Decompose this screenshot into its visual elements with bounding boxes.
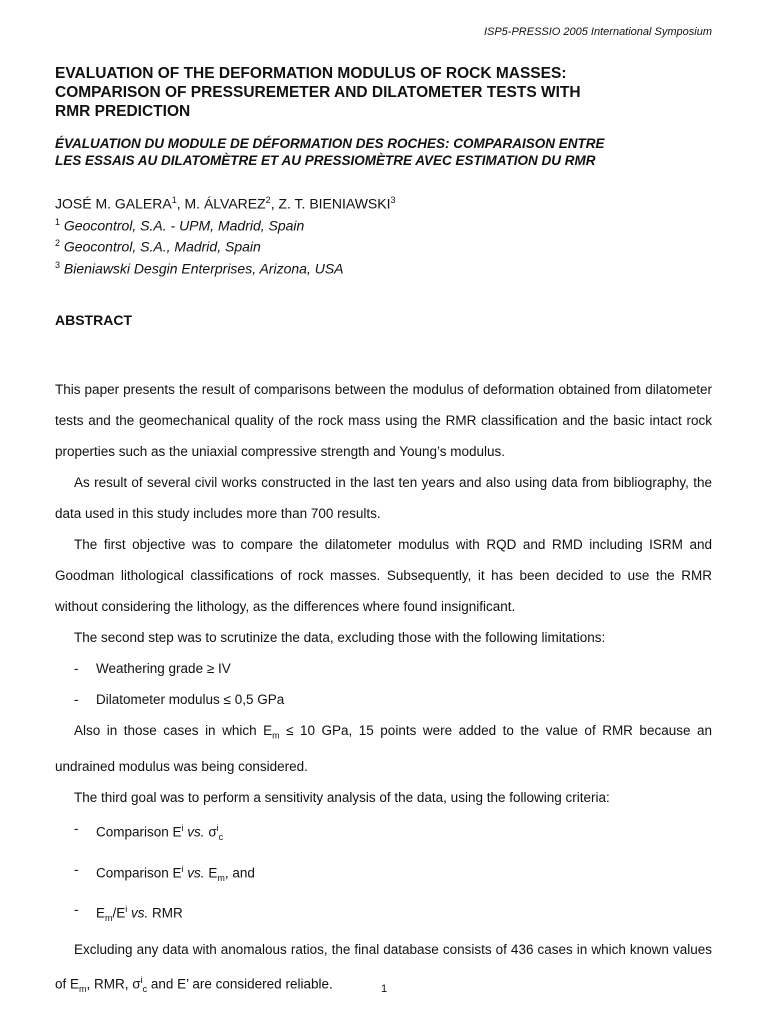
affiliation [55,213,712,235]
paragraph: Also in those cases in which $E_m \le 10$ GPa, 15 points were added to the value of RMR because an undrained modulus was being considered. [55,722,712,775]
list-item-text: Dilatometer modulus ≤ 0,5 GPa [96,691,285,707]
list-item-text: Comparison $E^i$ vs. $\sigma^i_c$ [96,823,224,843]
affiliation-text: Bieniawski Desgin Enterprises, Arizona, USA [63,260,344,277]
author-sep: , [270,195,279,212]
paper-content [55,64,712,1005]
list-item: - Comparison $E^i$ vs. $E_m$, and [55,854,712,894]
affiliation-sup: 1 [55,216,61,227]
affiliation-sup: 3 [55,259,61,270]
affiliation-text: Geocontrol, S.A. - UPM, Madrid, Spain [63,217,305,234]
french-title [55,135,712,169]
french-title-line: LES ESSAIS AU DILATOMÈTRE ET AU PRESSIOMÈTRE AVEC ESTIMATION DU RMR [55,153,596,168]
author-list [55,191,712,213]
abstract-body [55,374,712,1005]
list-item: - $E_m/E^i$ vs. RMR [55,894,712,934]
title-line: RMR PREDICTION [55,103,191,120]
page-number: 1 [380,983,388,995]
list-item-text: Weathering grade ≥ IV [96,660,231,676]
author-sep: , [176,195,185,212]
paragraph: This paper presents the result of comparisons between the modulus of deformation obtained from dilatometer tests and the geomechanical quality of the rock mass using the RMR classification and the basic intact rock properties such as the uniaxial compressive strength and Young’s modulus. [55,381,712,459]
author-name: Z. T. BIENIAWSKI [278,195,391,212]
paragraph: The second step was to scrutinize the data, excluding those with the following limitations: [74,629,606,645]
paragraph: As result of several civil works constructed in the last ten years and also using data from bibliography, the data used in this study includes more than 700 results. [55,474,712,521]
author-name: M. ÁLVAREZ [184,195,266,212]
french-title-line: ÉVALUATION DU MODULE DE DÉFORMATION DES ROCHES: COMPARAISON ENTRE [55,136,605,151]
author-sup: 2 [265,195,271,205]
list-item: - Dilatometer modulus ≤ 0,5 GPa [55,684,712,715]
running-header: ISP5-PRESSIO 2005 International Symposium [483,26,712,38]
affiliation [55,234,712,256]
paragraph: Excluding any data with anomalous ratios, the final database consists of 436 cases in which known values of $E_m$, RMR, $\sigma^i_c$ and E’ are considered reliable. [55,941,712,995]
paragraph: The first objective was to compare the dilatometer modulus with RQD and RMD including ISRM and Goodman lithological classifications of rock masses. Subsequently, it has been decided to use the RMR without considering the lithology, as the differences where found insignificant. [55,536,712,614]
abstract-heading: ABSTRACT [55,311,132,328]
author-sup: 3 [390,195,396,205]
title-line: COMPARISON OF PRESSUREMETER AND DILATOMETER TESTS WITH [55,84,581,101]
title-line: EVALUATION OF THE DEFORMATION MODULUS OF ROCK MASSES: [55,65,567,82]
affiliation [55,256,712,278]
list-item: - Comparison $E^i$ vs. $\sigma^i_c$ [55,813,712,853]
list-item-text: Comparison $E^i$ vs. $E_m$, and [96,863,255,883]
paragraph: The third goal was to perform a sensitivity analysis of the data, using the following criteria: [74,790,610,806]
list-item: - Weathering grade ≥ IV [55,653,712,684]
paper-title [55,64,712,121]
author-sup: 1 [171,195,177,205]
author-name: JOSÉ M. GALERA [55,195,172,212]
list-item-text: $E_m/E^i$ vs. RMR [96,903,183,923]
affiliation-sup: 2 [55,238,61,249]
affiliation-text: Geocontrol, S.A., Madrid, Spain [63,238,261,255]
